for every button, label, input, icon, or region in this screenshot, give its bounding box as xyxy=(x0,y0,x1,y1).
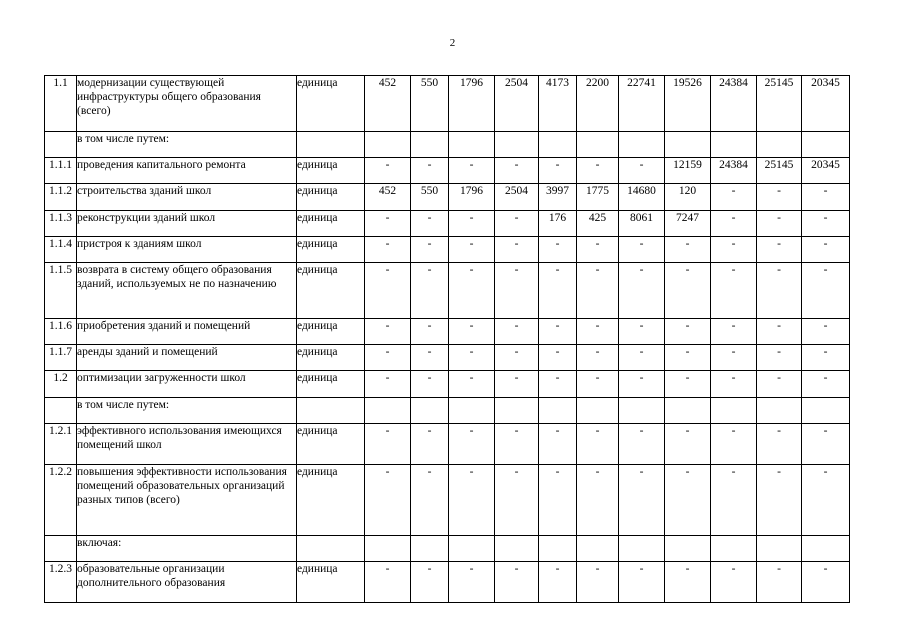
value-cell: - xyxy=(365,424,411,465)
indicator-name: проведения капитального ремонта xyxy=(77,158,297,184)
value-cell: - xyxy=(711,184,757,211)
value-cell: - xyxy=(495,211,539,237)
value-cell: - xyxy=(619,237,665,263)
value-cell: 4173 xyxy=(539,76,577,132)
value-cell: - xyxy=(411,424,449,465)
value-cell: - xyxy=(495,158,539,184)
value-cell: - xyxy=(619,465,665,536)
indicator-name: повышения эффективности использования помещений образовательных организаций разных типов (всего) xyxy=(77,465,297,536)
value-cell: - xyxy=(665,465,711,536)
row-number: 1.2.1 xyxy=(45,424,77,465)
value-cell xyxy=(802,398,850,424)
value-cell: 25145 xyxy=(757,76,802,132)
value-cell: - xyxy=(577,371,619,398)
value-cell: - xyxy=(619,345,665,371)
value-cell xyxy=(619,536,665,562)
value-cell xyxy=(619,398,665,424)
value-cell: - xyxy=(411,263,449,319)
value-cell: 3997 xyxy=(539,184,577,211)
row-number: 1.1.6 xyxy=(45,319,77,345)
value-cell: - xyxy=(619,319,665,345)
row-number: 1.1.3 xyxy=(45,211,77,237)
row-number: 1.2.3 xyxy=(45,562,77,603)
value-cell: - xyxy=(411,562,449,603)
value-cell: - xyxy=(757,465,802,536)
value-cell xyxy=(365,132,411,158)
value-cell: 1796 xyxy=(449,184,495,211)
value-cell: - xyxy=(495,319,539,345)
value-cell: - xyxy=(665,319,711,345)
value-cell xyxy=(449,536,495,562)
value-cell: - xyxy=(539,237,577,263)
value-cell xyxy=(449,132,495,158)
value-cell: - xyxy=(577,158,619,184)
value-cell: - xyxy=(757,211,802,237)
row-number: 1.1.4 xyxy=(45,237,77,263)
value-cell: - xyxy=(711,263,757,319)
unit-cell: единица xyxy=(297,371,365,398)
value-cell: - xyxy=(665,345,711,371)
row-number xyxy=(45,536,77,562)
table-row xyxy=(45,536,850,562)
value-cell: - xyxy=(449,424,495,465)
row-number: 1.2 xyxy=(45,371,77,398)
row-number: 1.1.2 xyxy=(45,184,77,211)
value-cell: - xyxy=(665,237,711,263)
value-cell: 452 xyxy=(365,76,411,132)
table-row xyxy=(45,424,850,465)
table-row xyxy=(45,345,850,371)
value-cell xyxy=(711,132,757,158)
value-cell: - xyxy=(539,424,577,465)
indicator-name: возврата в систему общего образования зданий, используемых не по назначению xyxy=(77,263,297,319)
value-cell xyxy=(539,536,577,562)
value-cell xyxy=(577,398,619,424)
unit-cell: единица xyxy=(297,158,365,184)
value-cell: - xyxy=(711,424,757,465)
indicator-name: в том числе путем: xyxy=(77,132,297,158)
value-cell: - xyxy=(449,345,495,371)
value-cell: - xyxy=(757,371,802,398)
value-cell: - xyxy=(495,424,539,465)
value-cell: - xyxy=(411,237,449,263)
value-cell: - xyxy=(365,263,411,319)
value-cell xyxy=(365,398,411,424)
value-cell: 2200 xyxy=(577,76,619,132)
value-cell xyxy=(539,132,577,158)
unit-cell: единица xyxy=(297,211,365,237)
value-cell: - xyxy=(619,263,665,319)
row-number xyxy=(45,398,77,424)
value-cell: - xyxy=(449,562,495,603)
value-cell: - xyxy=(449,371,495,398)
value-cell xyxy=(539,398,577,424)
value-cell: - xyxy=(539,319,577,345)
value-cell: - xyxy=(757,424,802,465)
value-cell: 7247 xyxy=(665,211,711,237)
value-cell: - xyxy=(711,465,757,536)
value-cell: - xyxy=(757,237,802,263)
table-row xyxy=(45,158,850,184)
indicator-name: в том числе путем: xyxy=(77,398,297,424)
indicator-name: оптимизации загруженности школ xyxy=(77,371,297,398)
value-cell xyxy=(411,132,449,158)
indicator-name: строительства зданий школ xyxy=(77,184,297,211)
value-cell: - xyxy=(619,562,665,603)
table-row xyxy=(45,76,850,132)
table-row xyxy=(45,465,850,536)
value-cell: - xyxy=(665,263,711,319)
value-cell: 25145 xyxy=(757,158,802,184)
value-cell xyxy=(802,132,850,158)
table-row xyxy=(45,237,850,263)
value-cell: - xyxy=(577,319,619,345)
indicator-name: приобретения зданий и помещений xyxy=(77,319,297,345)
value-cell xyxy=(495,398,539,424)
unit-cell: единица xyxy=(297,237,365,263)
value-cell: - xyxy=(757,345,802,371)
value-cell xyxy=(411,536,449,562)
value-cell: 452 xyxy=(365,184,411,211)
value-cell: - xyxy=(757,184,802,211)
value-cell: - xyxy=(802,345,850,371)
value-cell: - xyxy=(757,562,802,603)
value-cell xyxy=(449,398,495,424)
unit-cell: единица xyxy=(297,263,365,319)
value-cell: 2504 xyxy=(495,184,539,211)
value-cell: 20345 xyxy=(802,158,850,184)
value-cell xyxy=(577,536,619,562)
value-cell: - xyxy=(365,562,411,603)
row-number: 1.2.2 xyxy=(45,465,77,536)
value-cell: - xyxy=(539,158,577,184)
value-cell: - xyxy=(495,371,539,398)
value-cell: - xyxy=(539,465,577,536)
value-cell: - xyxy=(411,465,449,536)
indicator-name: включая: xyxy=(77,536,297,562)
value-cell: - xyxy=(711,211,757,237)
value-cell: - xyxy=(619,158,665,184)
value-cell: - xyxy=(449,158,495,184)
value-cell: - xyxy=(802,319,850,345)
value-cell: - xyxy=(711,319,757,345)
value-cell: - xyxy=(495,345,539,371)
value-cell: - xyxy=(365,319,411,345)
value-cell: - xyxy=(449,465,495,536)
value-cell xyxy=(665,132,711,158)
value-cell: - xyxy=(365,158,411,184)
row-number: 1.1.7 xyxy=(45,345,77,371)
indicator-name: образовательные организации дополнительного образования xyxy=(77,562,297,603)
value-cell: - xyxy=(449,237,495,263)
value-cell: 20345 xyxy=(802,76,850,132)
value-cell: 24384 xyxy=(711,158,757,184)
value-cell: - xyxy=(577,465,619,536)
value-cell: - xyxy=(577,263,619,319)
value-cell: 1796 xyxy=(449,76,495,132)
value-cell xyxy=(495,132,539,158)
value-cell: - xyxy=(577,562,619,603)
value-cell: - xyxy=(539,345,577,371)
value-cell: - xyxy=(619,424,665,465)
row-number: 1.1.1 xyxy=(45,158,77,184)
unit-cell: единица xyxy=(297,424,365,465)
value-cell: - xyxy=(619,371,665,398)
value-cell: - xyxy=(577,237,619,263)
value-cell xyxy=(711,398,757,424)
value-cell xyxy=(665,398,711,424)
value-cell: 14680 xyxy=(619,184,665,211)
value-cell: - xyxy=(539,562,577,603)
value-cell: - xyxy=(365,211,411,237)
value-cell: - xyxy=(711,345,757,371)
value-cell: - xyxy=(365,371,411,398)
value-cell xyxy=(711,536,757,562)
value-cell: - xyxy=(539,263,577,319)
value-cell: - xyxy=(711,371,757,398)
value-cell xyxy=(619,132,665,158)
value-cell: - xyxy=(802,562,850,603)
indicator-name: пристроя к зданиям школ xyxy=(77,237,297,263)
table-row xyxy=(45,371,850,398)
value-cell: 8061 xyxy=(619,211,665,237)
value-cell: - xyxy=(365,237,411,263)
value-cell: - xyxy=(449,211,495,237)
indicator-name: эффективного использования имеющихся помещений школ xyxy=(77,424,297,465)
value-cell: - xyxy=(411,158,449,184)
table-row xyxy=(45,398,850,424)
value-cell: - xyxy=(411,211,449,237)
value-cell: - xyxy=(495,237,539,263)
value-cell: 550 xyxy=(411,184,449,211)
row-number: 1.1.5 xyxy=(45,263,77,319)
value-cell: 425 xyxy=(577,211,619,237)
value-cell: - xyxy=(449,263,495,319)
value-cell xyxy=(577,132,619,158)
unit-cell: единица xyxy=(297,319,365,345)
unit-cell: единица xyxy=(297,184,365,211)
value-cell: - xyxy=(802,211,850,237)
unit-cell xyxy=(297,132,365,158)
page-number: 2 xyxy=(449,37,456,49)
value-cell: - xyxy=(411,371,449,398)
value-cell: - xyxy=(665,371,711,398)
value-cell: - xyxy=(711,237,757,263)
row-number xyxy=(45,132,77,158)
value-cell: - xyxy=(665,424,711,465)
unit-cell: единица xyxy=(297,76,365,132)
table-row xyxy=(45,132,850,158)
unit-cell: единица xyxy=(297,562,365,603)
value-cell: 550 xyxy=(411,76,449,132)
value-cell: 1775 xyxy=(577,184,619,211)
value-cell: - xyxy=(757,263,802,319)
value-cell: - xyxy=(802,237,850,263)
value-cell xyxy=(665,536,711,562)
value-cell xyxy=(495,536,539,562)
value-cell: - xyxy=(411,319,449,345)
value-cell: - xyxy=(411,345,449,371)
table-row xyxy=(45,184,850,211)
value-cell: - xyxy=(802,465,850,536)
value-cell: - xyxy=(365,465,411,536)
value-cell: - xyxy=(495,263,539,319)
value-cell xyxy=(757,398,802,424)
unit-cell xyxy=(297,398,365,424)
value-cell: - xyxy=(802,184,850,211)
table-row xyxy=(45,211,850,237)
value-cell xyxy=(802,536,850,562)
value-cell: - xyxy=(495,465,539,536)
value-cell: - xyxy=(802,424,850,465)
value-cell: - xyxy=(449,319,495,345)
value-cell: 24384 xyxy=(711,76,757,132)
indicator-name: реконструкции зданий школ xyxy=(77,211,297,237)
value-cell xyxy=(757,536,802,562)
value-cell: - xyxy=(495,562,539,603)
unit-cell: единица xyxy=(297,465,365,536)
value-cell: 2504 xyxy=(495,76,539,132)
table-row xyxy=(45,263,850,319)
value-cell xyxy=(365,536,411,562)
value-cell: 22741 xyxy=(619,76,665,132)
value-cell: - xyxy=(757,319,802,345)
value-cell xyxy=(757,132,802,158)
value-cell: - xyxy=(539,371,577,398)
value-cell: 12159 xyxy=(665,158,711,184)
value-cell: - xyxy=(802,371,850,398)
row-number: 1.1 xyxy=(45,76,77,132)
value-cell: 176 xyxy=(539,211,577,237)
value-cell xyxy=(411,398,449,424)
value-cell: - xyxy=(802,263,850,319)
value-cell: 120 xyxy=(665,184,711,211)
unit-cell xyxy=(297,536,365,562)
table-row xyxy=(45,562,850,603)
value-cell: - xyxy=(365,345,411,371)
unit-cell: единица xyxy=(297,345,365,371)
indicator-name: модернизации существующей инфраструктуры общего образования (всего) xyxy=(77,76,297,132)
value-cell: - xyxy=(577,424,619,465)
value-cell: - xyxy=(665,562,711,603)
table-row xyxy=(45,319,850,345)
indicators-table xyxy=(44,75,850,603)
value-cell: 19526 xyxy=(665,76,711,132)
indicator-name: аренды зданий и помещений xyxy=(77,345,297,371)
value-cell: - xyxy=(711,562,757,603)
value-cell: - xyxy=(577,345,619,371)
